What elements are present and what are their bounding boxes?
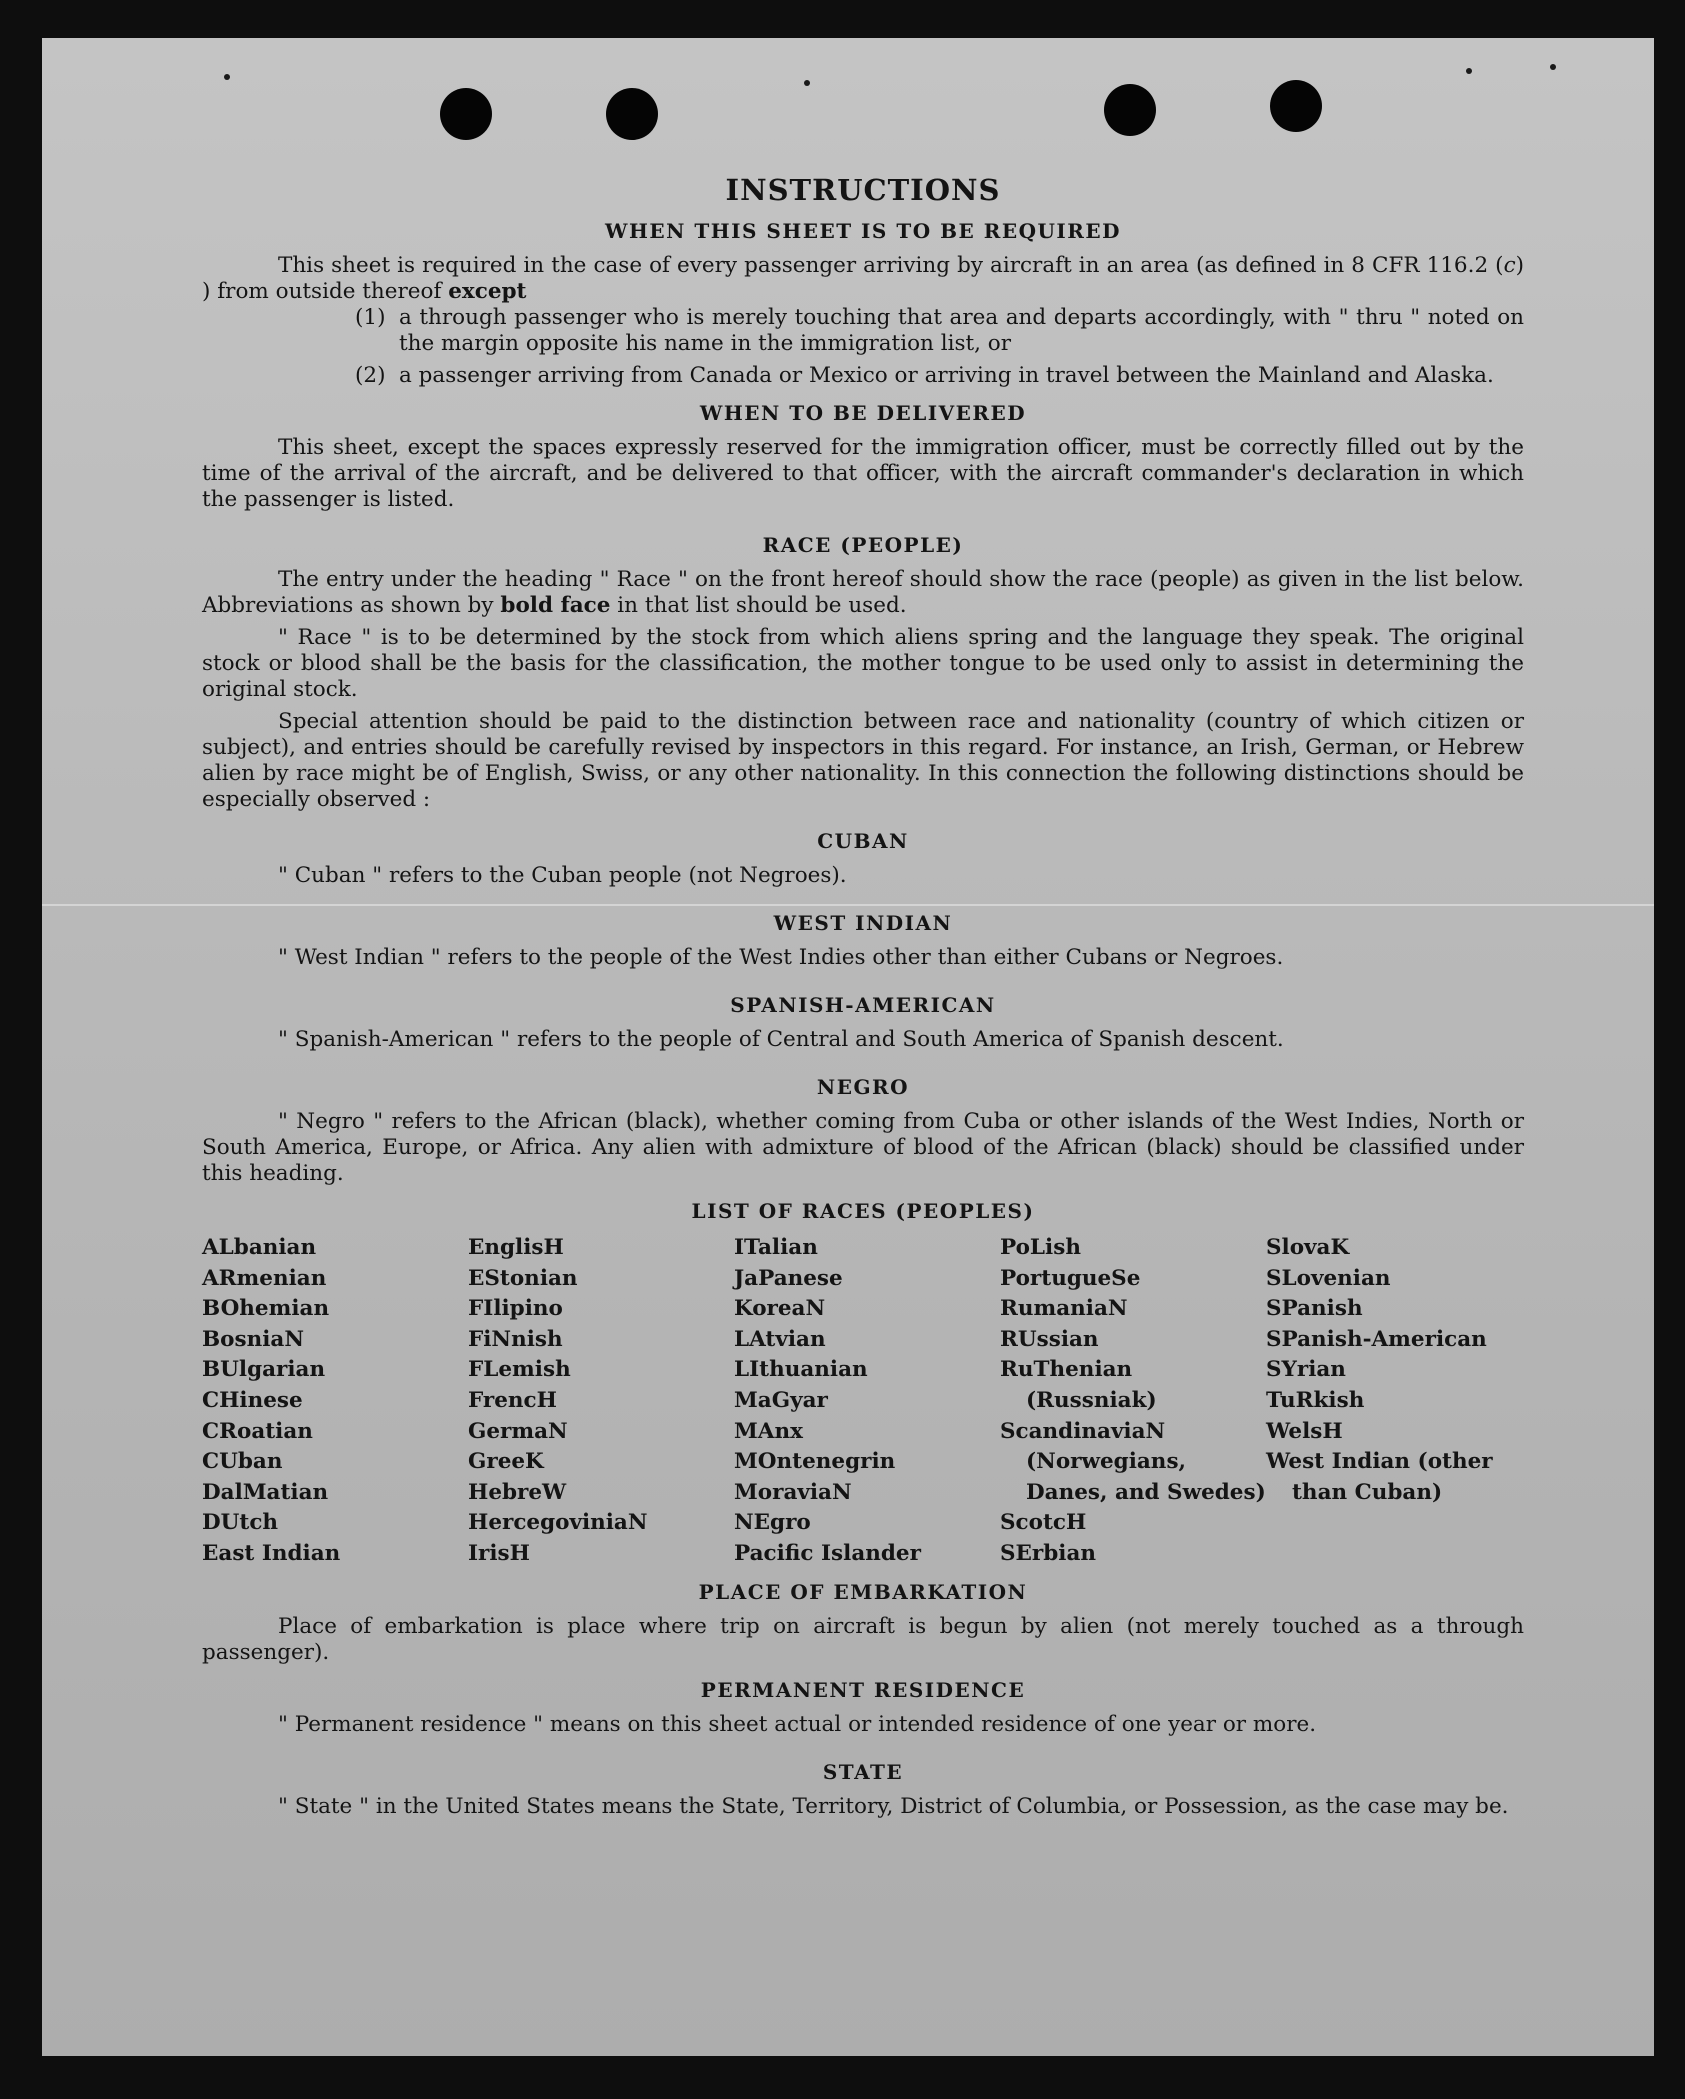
race-list — [202, 1233, 1524, 1570]
heading-west-indian: WEST INDIAN — [773, 911, 953, 935]
race-item: MoraviaN — [734, 1479, 852, 1505]
race-item: IrisH — [468, 1540, 530, 1566]
race-item: SLovenian — [1266, 1265, 1391, 1291]
race-item: BosniaN — [202, 1326, 304, 1352]
required-intro — [202, 253, 1524, 305]
race-item: MOntenegrin — [734, 1449, 896, 1475]
required-intro-text: This sheet is required in the case of every passenger arriving by aircraft in an area (as defined in 8 CFR 116.2 ( — [278, 253, 1504, 278]
race-item: PortugueSe — [1000, 1265, 1141, 1291]
heading-place-of-embarkation: PLACE OF EMBARKATION — [698, 1579, 1028, 1604]
race-item: ScandinaviaN (Norwegians, Danes, and Swedes) — [1000, 1418, 1266, 1505]
heading-race: RACE (PEOPLE) — [762, 533, 964, 557]
race-item: SPanish — [1266, 1296, 1363, 1322]
state-text: " State " in the United States means the State, Territory, District of Columbia, or Possession, as the case may be. — [278, 1793, 1509, 1819]
race-item: FrencH — [468, 1387, 557, 1413]
race-item: ALbanian — [202, 1235, 317, 1260]
race-item: KoreaN — [734, 1296, 826, 1322]
heading-when-delivered: WHEN TO BE DELIVERED — [699, 401, 1027, 425]
speck-mark — [1466, 68, 1472, 74]
race-item: TuRkish — [1266, 1387, 1365, 1413]
race-item: LIthuanian — [734, 1357, 868, 1383]
embarkation-text: Place of embarkation is place where trip on aircraft is begun by alien (not merely touched as a through passenger). — [202, 1613, 1524, 1665]
race-paragraph-1 — [202, 567, 1524, 619]
race-item: NEgro — [734, 1510, 811, 1536]
race-p1-bold: bold face — [500, 593, 611, 618]
heading-when-required: WHEN THIS SHEET IS TO BE REQUIRED — [605, 219, 1121, 243]
document-sheet — [42, 38, 1654, 2056]
spanish-american-text: " Spanish-American " refers to the people of Central and South America of Spanish descent. — [278, 1027, 1284, 1052]
race-item: HebreW — [468, 1479, 567, 1505]
item-number: (2) — [355, 363, 386, 388]
required-item — [355, 305, 1524, 357]
race-item: HercegoviniaN — [468, 1510, 648, 1536]
west-indian-text: " West Indian " refers to the people of the West Indies other than either Cubans or Negroes. — [278, 945, 1284, 970]
race-column-5 — [1266, 1233, 1524, 1570]
race-item: LAtvian — [734, 1326, 826, 1352]
race-item: RuThenian (Russniak) — [1000, 1357, 1157, 1413]
heading-permanent-residence: PERMANENT RESIDENCE — [700, 1677, 1026, 1702]
race-item: JaPanese — [734, 1265, 843, 1291]
race-item: DUtch — [202, 1510, 279, 1536]
heading-state: STATE — [822, 1759, 904, 1784]
heading-negro: NEGRO — [816, 1075, 910, 1099]
residence-text: " Permanent residence " means on this sheet actual or intended residence of one year or more. — [278, 1711, 1317, 1737]
punch-hole-1 — [440, 88, 492, 140]
race-item: ARmenian — [202, 1265, 327, 1291]
race-item: SErbian — [1000, 1540, 1097, 1566]
race-column-4 — [1000, 1233, 1266, 1570]
race-item: RumaniaN — [1000, 1296, 1128, 1322]
heading-cuban: CUBAN — [817, 829, 909, 853]
race-item: GermaN — [468, 1418, 568, 1444]
race-item: EnglisH — [468, 1235, 564, 1260]
punch-hole-4 — [1270, 80, 1322, 132]
race-item: ITalian — [734, 1235, 818, 1260]
race-p1-end: in that list should be used. — [610, 593, 907, 618]
race-column-2 — [468, 1233, 734, 1570]
race-item: East Indian — [202, 1540, 341, 1566]
race-item: MaGyar — [734, 1387, 828, 1413]
heading-spanish-american: SPANISH-AMERICAN — [730, 993, 996, 1017]
race-item: WelsH — [1266, 1418, 1343, 1444]
cuban-text: " Cuban " refers to the Cuban people (not Negroes). — [278, 863, 847, 888]
required-intro-c: c — [1503, 253, 1516, 278]
race-item: CUban — [202, 1449, 283, 1475]
race-column-3 — [734, 1233, 1000, 1570]
race-p1-text: The entry under the heading " Race " on the front hereof should show the race (people) as given in the list below. Abbreviations as shown by — [202, 567, 1524, 618]
punch-hole-3 — [1104, 84, 1156, 136]
race-item: SYrian — [1266, 1357, 1346, 1383]
race-item: BUlgarian — [202, 1357, 326, 1383]
race-item: PoLish — [1000, 1235, 1081, 1260]
race-paragraph-2: " Race " is to be determined by the stock from which aliens spring and the language they speak. The original stock or blood shall be the basis for the classification, the mother tongue to be used only to assist in determining the original stock. — [202, 625, 1524, 702]
race-item: RUssian — [1000, 1326, 1099, 1352]
race-column-1 — [202, 1233, 468, 1570]
race-item: West Indian (other than Cuban) — [1266, 1449, 1493, 1505]
speck-mark — [804, 80, 810, 86]
race-item: CRoatian — [202, 1418, 313, 1444]
race-item: GreeK — [468, 1449, 544, 1475]
item-text: a through passenger who is merely touching that area and departs accordingly, with " thru " noted on the margin opposite his name in the immigration list, or — [399, 305, 1524, 356]
race-item: SlovaK — [1266, 1235, 1350, 1260]
race-paragraph-3: Special attention should be paid to the distinction between race and nationality (country of which citizen or subject), and entries should be carefully revised by inspectors in this regard. For instance, an Irish, German, or Hebrew alien by race might be of English, Swiss, or any other nationality. In this connection the following distinctions should be especially observed : — [202, 709, 1524, 812]
race-item: BOhemian — [202, 1296, 330, 1322]
race-item: DalMatian — [202, 1479, 329, 1505]
race-item: MAnx — [734, 1418, 803, 1444]
race-item: ScotcH — [1000, 1510, 1087, 1536]
heading-list-of-races: LIST OF RACES (PEOPLES) — [691, 1199, 1035, 1223]
speck-mark — [224, 74, 230, 80]
required-item — [355, 363, 1524, 389]
speck-mark — [1550, 64, 1556, 70]
race-item: CHinese — [202, 1387, 303, 1413]
page-title: INSTRUCTIONS — [725, 173, 1001, 207]
race-item: FiNnish — [468, 1326, 563, 1352]
race-item: Pacific Islander — [734, 1540, 921, 1566]
negro-text: " Negro " refers to the African (black), whether coming from Cuba or other islands of the West Indies, North or South America, Europe, or Africa. Any alien with admixture of blood of the African (black) should be classified under this heading. — [202, 1109, 1524, 1186]
instructions-content — [202, 173, 1524, 1820]
delivered-text: This sheet, except the spaces expressly reserved for the immigration officer, must be correctly filled out by the time of the arrival of the aircraft, and be delivered to that officer, with the aircraft commander's declaration in which the passenger is listed. — [202, 435, 1524, 512]
item-text: a passenger arriving from Canada or Mexico or arriving in travel between the Mainland and Alaska. — [399, 363, 1494, 388]
race-item: SPanish-American — [1266, 1326, 1487, 1352]
required-intro-mid: ) ) from outside thereof — [202, 253, 1524, 304]
race-item: FIlipino — [468, 1296, 563, 1322]
required-intro-except: except — [448, 279, 527, 304]
race-item: EStonian — [468, 1265, 578, 1291]
item-number: (1) — [355, 305, 386, 330]
race-item: FLemish — [468, 1357, 571, 1383]
punch-hole-2 — [606, 88, 658, 140]
